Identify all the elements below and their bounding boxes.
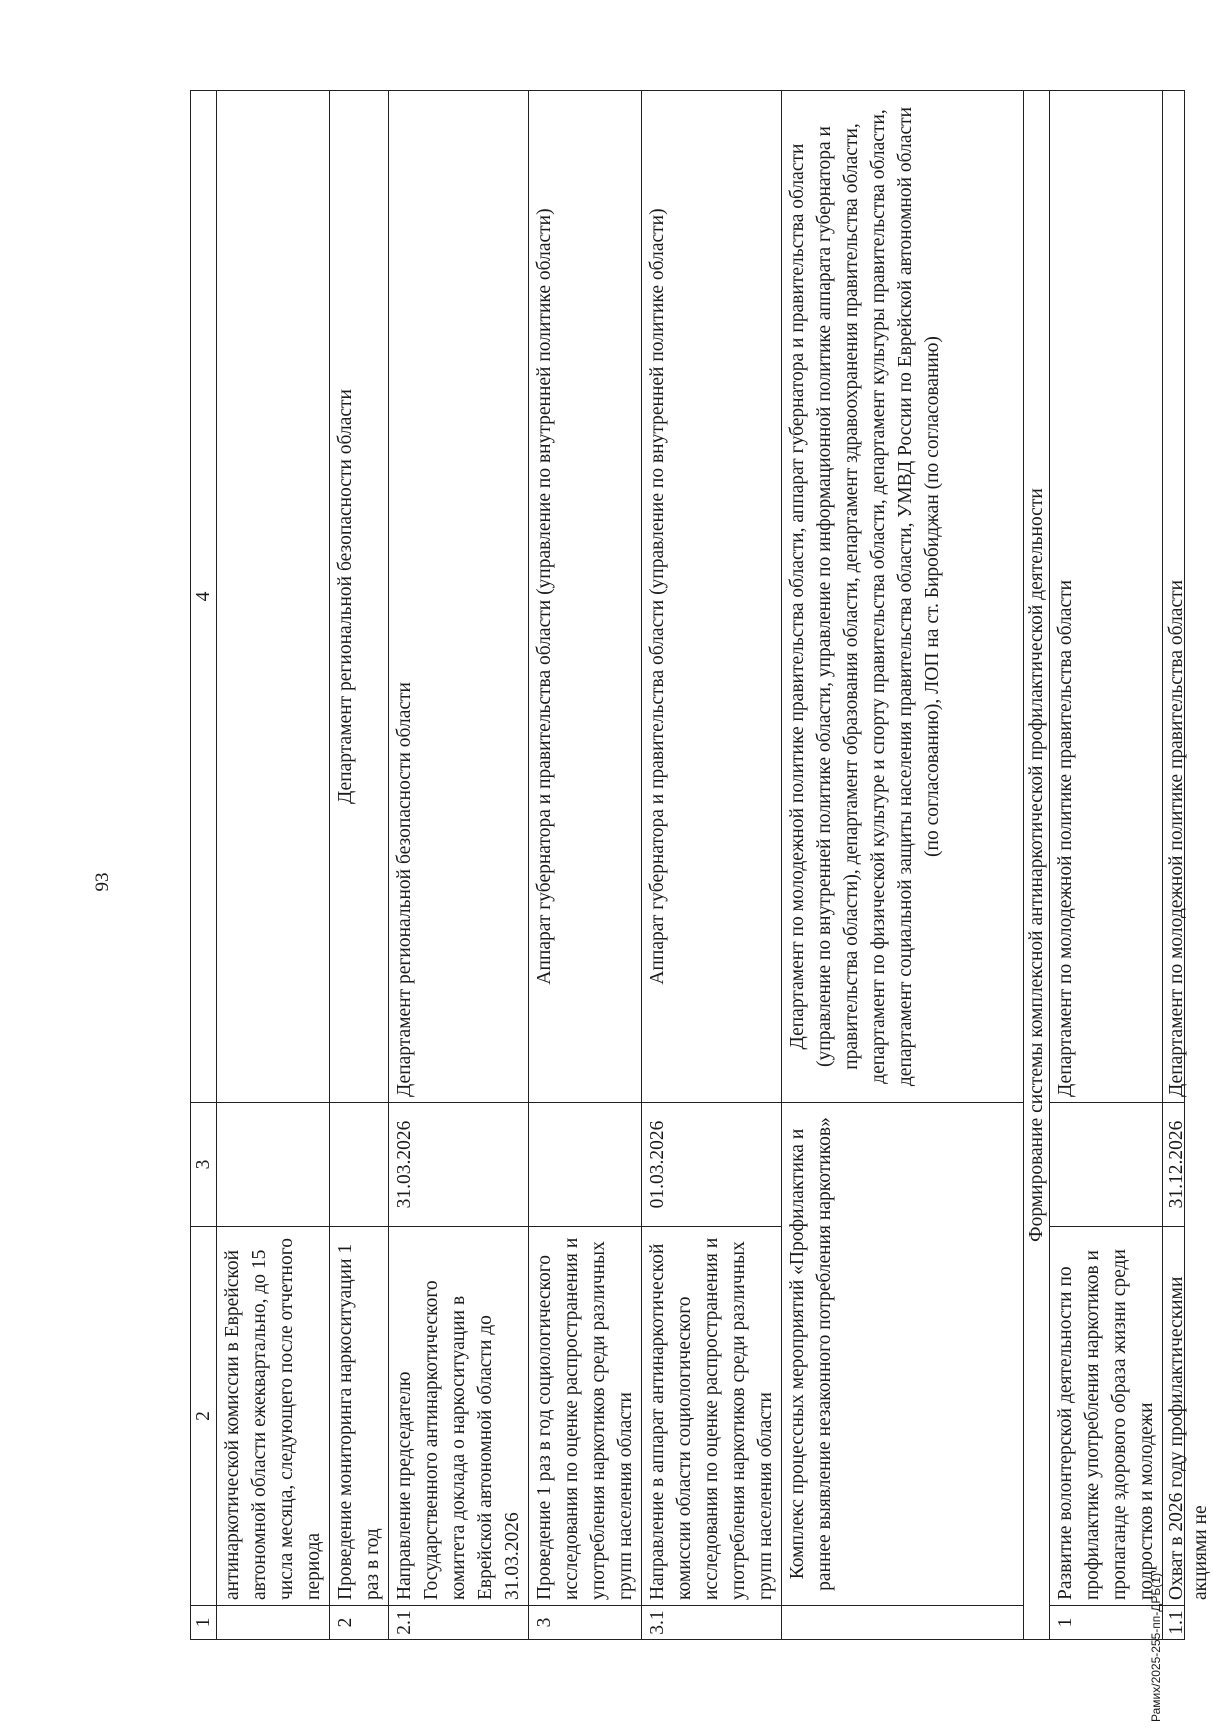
row-responsible: Аппарат губернатора и правительства области (управление по внутренней политике области) [529,91,642,1103]
row-responsible-text: Департамент по молодежной политике правительства области [1166,579,1187,1097]
row-number: 1 [1050,1606,1163,1640]
table-container [190,106,1211,1640]
row-responsible: Аппарат губернатора и правительства области (управление по внутренней политике области) [642,91,782,1103]
row-date: 01.03.2026 [642,1103,782,1227]
row-number: 2.1 [389,1606,529,1640]
row-number-text: 1.1 [1166,1610,1187,1635]
table-row [1050,91,1163,1640]
complex-row [782,91,1024,1640]
row-number [1163,1606,1185,1640]
row-number: 3.1 [642,1606,782,1640]
footer-code: Рамих/2025-255-пп-ДРБ(1) [1149,1573,1163,1722]
row-text: Развитие волонтерской деятельности по профилактике употребления наркотиков и пропаганде здорового образа жизни среди подростков и молодежи [1050,1227,1163,1606]
table-row [642,91,782,1640]
row-date-text: 31.12.2026 [1166,1120,1187,1209]
row-responsible [1163,91,1185,1103]
table-header-row [191,91,217,1640]
row-text: Направление председателю Государственного антинаркотического комитета доклада о наркоситуации в Еврейской автономной области до 31.03.2026 [389,1227,529,1606]
section-title: Формирование системы комплексной антинаркотической профилактической деятельности [1024,91,1050,1640]
table-row [1163,91,1185,1640]
row-number: 2 [330,1606,389,1640]
complex-title: Комплекс процессных мероприятий «Профилактика и раннее выявление незаконного потребления наркотиков» [782,1103,1024,1606]
row-text: Проведение мониторинга наркоситуации 1 раз в год [330,1227,389,1606]
header-col-2: 2 [191,1227,217,1606]
row-text: Проведение 1 раз в год социологического исследования по оценке распространения и употребления наркотиков среди различных групп населения области [529,1227,642,1606]
header-col-1: 1 [191,1606,217,1640]
page-number: 93 [92,872,113,892]
row-responsible: Департамент региональной безопасности области [330,91,389,1103]
row-date [217,1103,330,1227]
row-date [330,1103,389,1227]
row-number [217,1606,330,1640]
row-date [1163,1103,1185,1227]
section-row [1024,91,1050,1640]
row-number [782,1606,1024,1640]
row-responsible [217,91,330,1103]
table-row [330,91,389,1640]
table-row [389,91,529,1640]
row-date [529,1103,642,1227]
row-date: 31.03.2026 [389,1103,529,1227]
plan-table [190,90,1211,1640]
row-text: Направление в аппарат антинаркотической комиссии области социологического исследования по оценке распространения и употребления наркотиков среди различных групп населения области [642,1227,782,1606]
header-col-4: 4 [191,91,217,1103]
row-date [1050,1103,1163,1227]
row-text: антинаркотической комиссии в Еврейской автономной области ежеквартально, до 15 числа месяца, следующего после отчетного периода [217,1227,330,1606]
table-row [529,91,642,1640]
row-text [1163,1227,1211,1606]
complex-responsible: Департамент по молодежной политике правительства области, аппарат губернатора и правительства области (управление по внутренней политике области, управление по информационной политике аппарата губернатора и правительства области), департамент образования области, департамент здравоохранения правительства области, департамент по физической культуре и спорту правительства области, департамент культуры правительства области, департамент социальной защиты населения правительства области, УМВД России по Еврейской автономной области (по согласованию), ЛОП на ст. Биробиджан (по согласованию) [782,91,1024,1103]
row-number: 3 [529,1606,642,1640]
table-row [217,91,330,1640]
header-col-3: 3 [191,1103,217,1227]
row-text-content: Охват в 2026 году профилактическими акциями не [1166,1276,1211,1600]
row-responsible: Департамент региональной безопасности области [389,91,529,1103]
row-responsible: Департамент по молодежной политике правительства области [1050,91,1163,1103]
